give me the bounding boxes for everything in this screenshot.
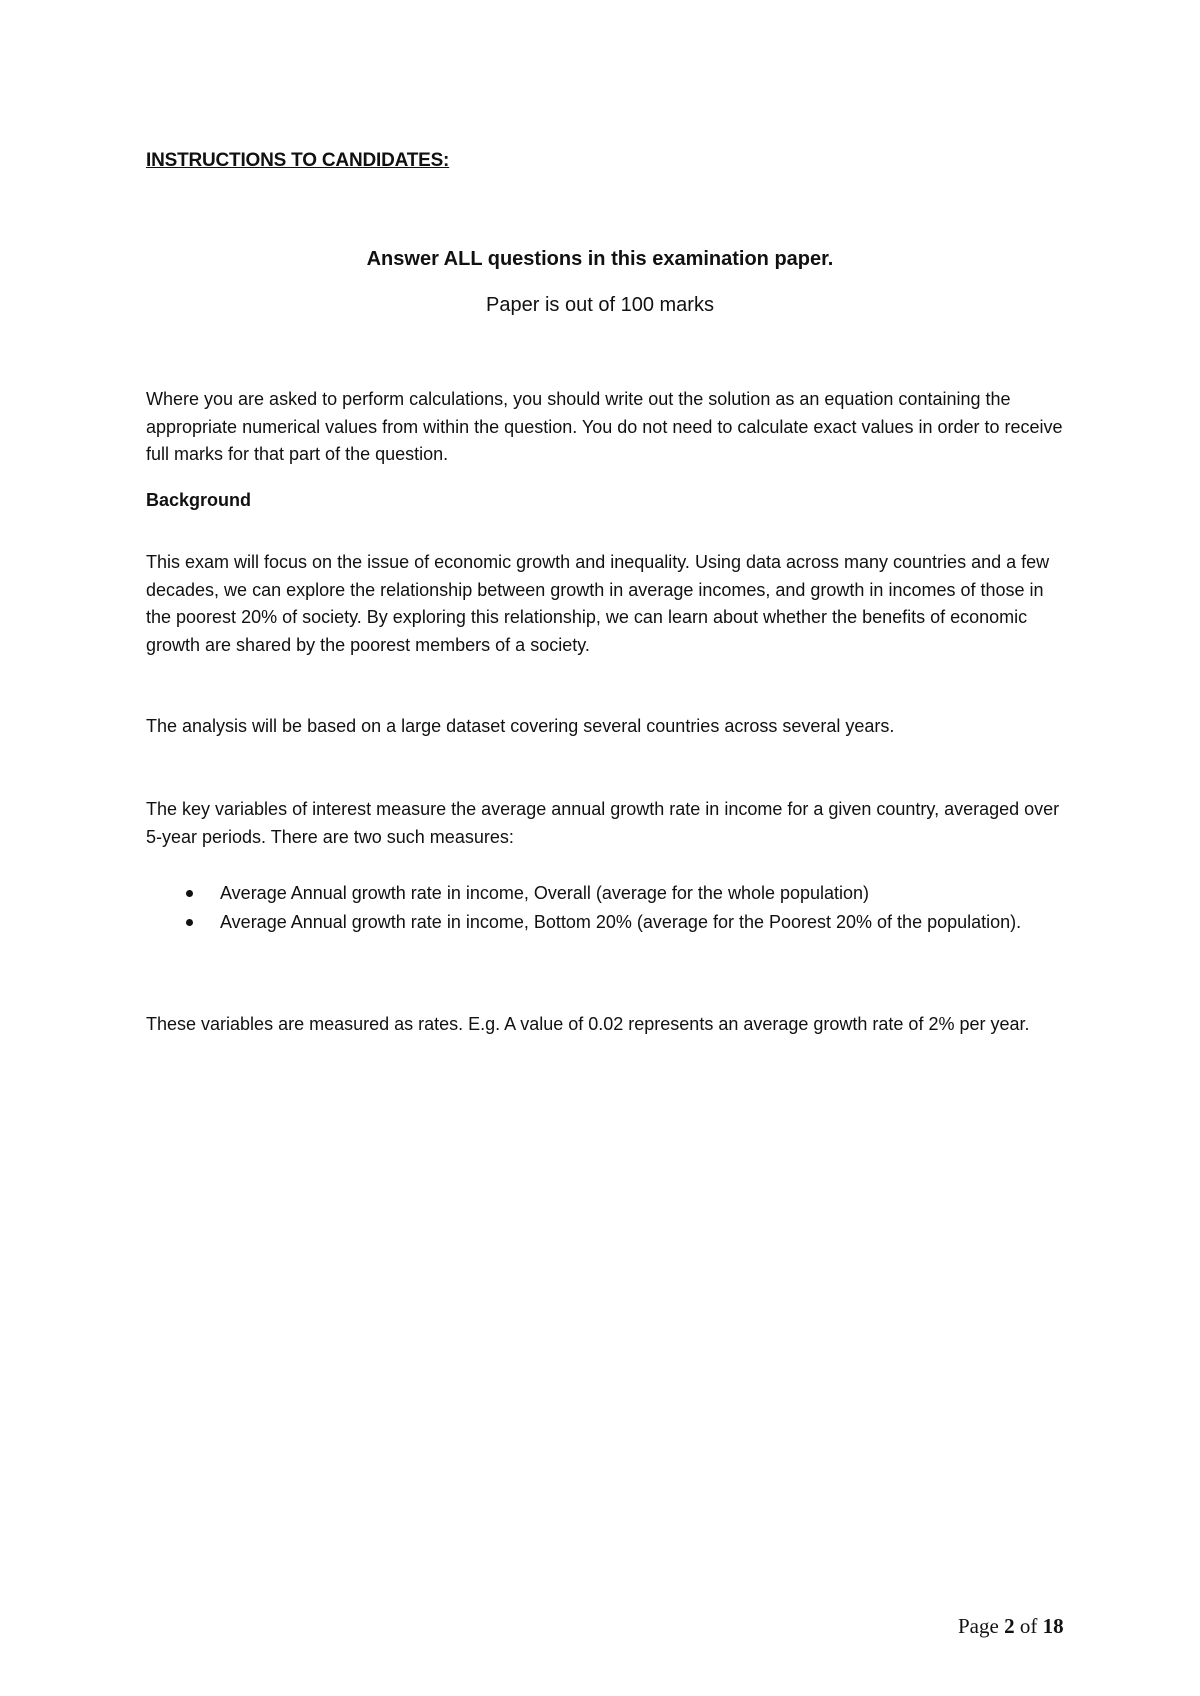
background-paragraph-2: The analysis will be based on a large dataset covering several countries across several years. [146,716,895,736]
rates-note: These variables are measured as rates. E.g. A value of 0.02 represents an average growth rate of 2% per year. [146,1014,1030,1034]
measure-bottom-20: Average Annual growth rate in income, Bottom 20% (average for the Poorest 20% of the population). [220,912,1022,932]
measure-overall: Average Annual growth rate in income, Overall (average for the whole population) [220,883,870,903]
total-pages: 18 [1042,1614,1064,1638]
bullet-icon [186,890,193,897]
page-number [958,1614,1064,1639]
bullet-icon [186,919,193,926]
list-item [146,879,1066,908]
current-page: 2 [1004,1614,1015,1638]
instructions-heading: INSTRUCTIONS TO CANDIDATES: [146,150,450,171]
measures-list [146,879,1066,937]
of-word: of [1019,1614,1038,1638]
background-paragraph-3: The key variables of interest measure the average annual growth rate in income for a given country, averaged over 5-year periods. There are two such measures: [146,799,1060,847]
marks-total-note: Paper is out of 100 marks [486,294,714,316]
background-heading: Background [146,490,252,510]
calculation-instructions: Where you are asked to perform calculations, you should write out the solution as an equation containing the appropriate numerical values from within the question. You do not need to calculate exact values in order to receive full marks for that part of the question. [146,389,1063,464]
background-paragraph-1: This exam will focus on the issue of economic growth and inequality. Using data across many countries and a few decades, we can explore the relationship between growth in average incomes, and growth in incomes of those in the poorest 20% of society. By exploring this relationship, we can learn about whether the benefits of economic growth are shared by the poorest members of a society. [146,552,1050,655]
answer-all-instruction: Answer ALL questions in this examination paper. [366,248,834,270]
page-word: Page [958,1614,999,1638]
list-item [146,908,1066,937]
